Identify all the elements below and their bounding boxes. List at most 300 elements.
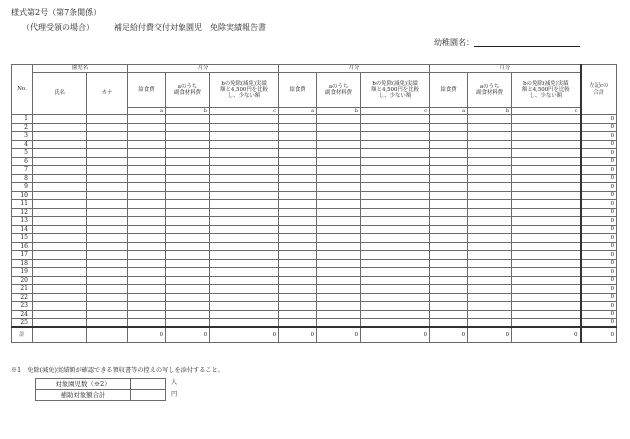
cell-c1[interactable] xyxy=(210,166,279,175)
cell-c3[interactable] xyxy=(512,217,581,226)
cell-c2[interactable] xyxy=(361,276,430,285)
cell-kana[interactable] xyxy=(87,200,128,209)
row-number: 21 xyxy=(12,285,33,294)
cell-a3[interactable] xyxy=(430,123,468,132)
cell-c3[interactable] xyxy=(512,276,581,285)
cell-kana[interactable] xyxy=(87,242,128,251)
name-header: 氏名 xyxy=(33,73,87,115)
cell-b1[interactable] xyxy=(166,174,210,183)
cell-c2[interactable] xyxy=(361,174,430,183)
cell-c1[interactable] xyxy=(210,268,279,277)
cell-c2[interactable] xyxy=(361,259,430,268)
cell-kana[interactable] xyxy=(87,208,128,217)
cell-b3[interactable] xyxy=(468,234,512,243)
cell-b3[interactable] xyxy=(468,149,512,158)
cell-b1[interactable] xyxy=(166,217,210,226)
cell-b1[interactable] xyxy=(166,149,210,158)
cell-a2[interactable] xyxy=(279,123,317,132)
cell-c2[interactable] xyxy=(361,132,430,141)
cell-b2[interactable] xyxy=(317,208,361,217)
cell-b1[interactable] xyxy=(166,191,210,200)
cell-a3[interactable] xyxy=(430,310,468,319)
cell-b3[interactable] xyxy=(468,242,512,251)
cell-c2[interactable] xyxy=(361,293,430,302)
cell-b1[interactable] xyxy=(166,132,210,141)
cell-name[interactable] xyxy=(33,302,87,311)
cell-kana[interactable] xyxy=(87,166,128,175)
cell-a3[interactable] xyxy=(430,302,468,311)
cell-a1[interactable] xyxy=(128,225,166,234)
cell-a1[interactable] xyxy=(128,285,166,294)
cell-b3[interactable] xyxy=(468,132,512,141)
cell-b1[interactable] xyxy=(166,242,210,251)
cell-b1[interactable] xyxy=(166,319,210,328)
cell-a1[interactable] xyxy=(128,166,166,175)
cell-b2[interactable] xyxy=(317,132,361,141)
cell-b1[interactable] xyxy=(166,123,210,132)
cell-b3[interactable] xyxy=(468,251,512,260)
cell-a3[interactable] xyxy=(430,200,468,209)
cell-b1[interactable] xyxy=(166,115,210,124)
cell-c2[interactable] xyxy=(361,166,430,175)
cell-b3[interactable] xyxy=(468,319,512,328)
cell-c2[interactable] xyxy=(361,149,430,158)
cell-c3[interactable] xyxy=(512,191,581,200)
cell-c1[interactable] xyxy=(210,251,279,260)
cell-a2[interactable] xyxy=(279,183,317,192)
cell-b2[interactable] xyxy=(317,123,361,132)
cell-a3[interactable] xyxy=(430,234,468,243)
cell-name[interactable] xyxy=(33,123,87,132)
cell-b2[interactable] xyxy=(317,319,361,328)
cell-c1[interactable] xyxy=(210,174,279,183)
cell-a1[interactable] xyxy=(128,140,166,149)
cell-b3[interactable] xyxy=(468,268,512,277)
cell-a3[interactable] xyxy=(430,115,468,124)
cell-kana[interactable] xyxy=(87,234,128,243)
cell-c3[interactable] xyxy=(512,208,581,217)
cell-a2[interactable] xyxy=(279,319,317,328)
cell-name[interactable] xyxy=(33,234,87,243)
cell-b3[interactable] xyxy=(468,293,512,302)
cell-c3[interactable] xyxy=(512,234,581,243)
cell-a2[interactable] xyxy=(279,268,317,277)
cell-a3[interactable] xyxy=(430,268,468,277)
cell-kana[interactable] xyxy=(87,140,128,149)
row-number: 20 xyxy=(12,276,33,285)
cell-a1[interactable] xyxy=(128,217,166,226)
cell-c3[interactable] xyxy=(512,293,581,302)
cell-b3[interactable] xyxy=(468,174,512,183)
amount-total-field[interactable] xyxy=(131,390,166,401)
cell-a1[interactable] xyxy=(128,302,166,311)
cell-name[interactable] xyxy=(33,217,87,226)
cell-c1[interactable] xyxy=(210,149,279,158)
cell-kana[interactable] xyxy=(87,183,128,192)
cell-c3[interactable] xyxy=(512,115,581,124)
col-header-c-month3: bの免除(減免)実績 額と4,500円を比較 し、少ない額 xyxy=(512,73,581,108)
cell-kana[interactable] xyxy=(87,217,128,226)
cell-c3[interactable] xyxy=(512,174,581,183)
cell-a3[interactable] xyxy=(430,319,468,328)
cell-b1[interactable] xyxy=(166,225,210,234)
cell-b2[interactable] xyxy=(317,191,361,200)
cell-a3[interactable] xyxy=(430,225,468,234)
cell-kana[interactable] xyxy=(87,225,128,234)
cell-a2[interactable] xyxy=(279,234,317,243)
cell-b2[interactable] xyxy=(317,302,361,311)
cell-c2[interactable] xyxy=(361,268,430,277)
cell-a1[interactable] xyxy=(128,268,166,277)
cell-a1[interactable] xyxy=(128,310,166,319)
cell-b3[interactable] xyxy=(468,115,512,124)
cell-kana[interactable] xyxy=(87,276,128,285)
cell-b2[interactable] xyxy=(317,251,361,260)
cell-c2[interactable] xyxy=(361,115,430,124)
cell-a2[interactable] xyxy=(279,115,317,124)
cell-name[interactable] xyxy=(33,208,87,217)
cell-b2[interactable] xyxy=(317,140,361,149)
cell-b2[interactable] xyxy=(317,174,361,183)
cell-b3[interactable] xyxy=(468,225,512,234)
cell-kana[interactable] xyxy=(87,293,128,302)
cell-b3[interactable] xyxy=(468,157,512,166)
cell-a2[interactable] xyxy=(279,157,317,166)
cell-a2[interactable] xyxy=(279,217,317,226)
cell-a3[interactable] xyxy=(430,132,468,141)
cell-b3[interactable] xyxy=(468,217,512,226)
cell-c1[interactable] xyxy=(210,132,279,141)
cell-b3[interactable] xyxy=(468,191,512,200)
cell-kana[interactable] xyxy=(87,268,128,277)
cell-a1[interactable] xyxy=(128,293,166,302)
cell-a3[interactable] xyxy=(430,217,468,226)
cell-b3[interactable] xyxy=(468,183,512,192)
cell-b2[interactable] xyxy=(317,310,361,319)
cell-b1[interactable] xyxy=(166,285,210,294)
table-row xyxy=(12,191,617,200)
row-number: 2 xyxy=(12,123,33,132)
cell-c2[interactable] xyxy=(361,319,430,328)
cell-a1[interactable] xyxy=(128,242,166,251)
cell-b1[interactable] xyxy=(166,293,210,302)
cell-c2[interactable] xyxy=(361,217,430,226)
cell-a1[interactable] xyxy=(128,276,166,285)
cell-kana[interactable] xyxy=(87,132,128,141)
cell-c2[interactable] xyxy=(361,183,430,192)
cell-name[interactable] xyxy=(33,132,87,141)
cell-kana[interactable] xyxy=(87,149,128,158)
cell-c3[interactable] xyxy=(512,268,581,277)
cell-b2[interactable] xyxy=(317,293,361,302)
cell-c3[interactable] xyxy=(512,242,581,251)
cell-a2[interactable] xyxy=(279,208,317,217)
cell-a1[interactable] xyxy=(128,319,166,328)
cell-b1[interactable] xyxy=(166,251,210,260)
cell-a3[interactable] xyxy=(430,140,468,149)
cell-b3[interactable] xyxy=(468,276,512,285)
cell-a1[interactable] xyxy=(128,259,166,268)
cell-b2[interactable] xyxy=(317,217,361,226)
cell-c3[interactable] xyxy=(512,132,581,141)
cell-a1[interactable] xyxy=(128,200,166,209)
cell-kana[interactable] xyxy=(87,191,128,200)
cell-name[interactable] xyxy=(33,293,87,302)
cell-a3[interactable] xyxy=(430,285,468,294)
cell-c3[interactable] xyxy=(512,140,581,149)
cell-name[interactable] xyxy=(33,276,87,285)
cell-kana[interactable] xyxy=(87,285,128,294)
cell-a2[interactable] xyxy=(279,174,317,183)
cell-kana[interactable] xyxy=(87,302,128,311)
cell-c3[interactable] xyxy=(512,251,581,260)
cell-c1[interactable] xyxy=(210,234,279,243)
cell-a2[interactable] xyxy=(279,225,317,234)
table-row xyxy=(12,293,617,302)
cell-c3[interactable] xyxy=(512,149,581,158)
cell-b3[interactable] xyxy=(468,166,512,175)
cell-b1[interactable] xyxy=(166,234,210,243)
month-header-2: 月分 xyxy=(279,65,430,73)
cell-name[interactable] xyxy=(33,310,87,319)
table-row xyxy=(12,259,617,268)
cell-a1[interactable] xyxy=(128,115,166,124)
cell-name[interactable] xyxy=(33,174,87,183)
cell-name[interactable] xyxy=(33,200,87,209)
cell-c1[interactable] xyxy=(210,225,279,234)
cell-a3[interactable] xyxy=(430,166,468,175)
cell-name[interactable] xyxy=(33,251,87,260)
cell-c3[interactable] xyxy=(512,183,581,192)
cell-c2[interactable] xyxy=(361,234,430,243)
cell-name[interactable] xyxy=(33,268,87,277)
cell-c1[interactable] xyxy=(210,276,279,285)
cell-a3[interactable] xyxy=(430,242,468,251)
cell-c2[interactable] xyxy=(361,242,430,251)
cell-a2[interactable] xyxy=(279,259,317,268)
cell-a2[interactable] xyxy=(279,132,317,141)
cell-a2[interactable] xyxy=(279,191,317,200)
cell-a1[interactable] xyxy=(128,208,166,217)
row-number: 25 xyxy=(12,319,33,328)
cell-a1[interactable] xyxy=(128,234,166,243)
table-row xyxy=(12,149,617,158)
cell-c2[interactable] xyxy=(361,302,430,311)
cell-c2[interactable] xyxy=(361,310,430,319)
cell-c1[interactable] xyxy=(210,191,279,200)
cell-a1[interactable] xyxy=(128,149,166,158)
cell-b3[interactable] xyxy=(468,140,512,149)
child-count-field[interactable] xyxy=(131,379,166,390)
cell-a2[interactable] xyxy=(279,200,317,209)
cell-kana[interactable] xyxy=(87,251,128,260)
cell-a2[interactable] xyxy=(279,140,317,149)
cell-b1[interactable] xyxy=(166,140,210,149)
cell-kana[interactable] xyxy=(87,310,128,319)
cell-b2[interactable] xyxy=(317,200,361,209)
cell-c2[interactable] xyxy=(361,225,430,234)
cell-b1[interactable] xyxy=(166,166,210,175)
cell-a2[interactable] xyxy=(279,285,317,294)
cell-b3[interactable] xyxy=(468,285,512,294)
cell-b2[interactable] xyxy=(317,242,361,251)
cell-name[interactable] xyxy=(33,115,87,124)
cell-c1[interactable] xyxy=(210,319,279,328)
cell-b3[interactable] xyxy=(468,208,512,217)
cell-a1[interactable] xyxy=(128,191,166,200)
row-total: 0 xyxy=(581,115,617,124)
cell-c1[interactable] xyxy=(210,242,279,251)
cell-c3[interactable] xyxy=(512,310,581,319)
cell-c2[interactable] xyxy=(361,200,430,209)
cell-name[interactable] xyxy=(33,157,87,166)
cell-name[interactable] xyxy=(33,191,87,200)
cell-b1[interactable] xyxy=(166,259,210,268)
cell-b1[interactable] xyxy=(166,276,210,285)
cell-c1[interactable] xyxy=(210,183,279,192)
row-total: 0 xyxy=(581,174,617,183)
cell-c1[interactable] xyxy=(210,200,279,209)
cell-b1[interactable] xyxy=(166,268,210,277)
cell-a1[interactable] xyxy=(128,183,166,192)
cell-b2[interactable] xyxy=(317,259,361,268)
cell-b2[interactable] xyxy=(317,285,361,294)
cell-a2[interactable] xyxy=(279,251,317,260)
row-total: 0 xyxy=(581,285,617,294)
cell-a3[interactable] xyxy=(430,183,468,192)
row-number: 11 xyxy=(12,200,33,209)
cell-kana[interactable] xyxy=(87,123,128,132)
cell-c2[interactable] xyxy=(361,285,430,294)
cell-b3[interactable] xyxy=(468,259,512,268)
cell-a3[interactable] xyxy=(430,208,468,217)
cell-c1[interactable] xyxy=(210,293,279,302)
cell-name[interactable] xyxy=(33,319,87,328)
cell-b2[interactable] xyxy=(317,183,361,192)
cell-a2[interactable] xyxy=(279,302,317,311)
col-sublabel-b-month3: b xyxy=(468,108,512,115)
cell-b2[interactable] xyxy=(317,234,361,243)
cell-a1[interactable] xyxy=(128,251,166,260)
cell-b2[interactable] xyxy=(317,115,361,124)
cell-a3[interactable] xyxy=(430,157,468,166)
cell-c1[interactable] xyxy=(210,285,279,294)
cell-b2[interactable] xyxy=(317,225,361,234)
row-total: 0 xyxy=(581,234,617,243)
cell-c3[interactable] xyxy=(512,302,581,311)
cell-name[interactable] xyxy=(33,149,87,158)
cell-b1[interactable] xyxy=(166,310,210,319)
cell-b3[interactable] xyxy=(468,310,512,319)
cell-c1[interactable] xyxy=(210,302,279,311)
cell-name[interactable] xyxy=(33,140,87,149)
cell-c1[interactable] xyxy=(210,208,279,217)
cell-b2[interactable] xyxy=(317,149,361,158)
cell-b1[interactable] xyxy=(166,302,210,311)
cell-b1[interactable] xyxy=(166,157,210,166)
cell-a1[interactable] xyxy=(128,157,166,166)
cell-c3[interactable] xyxy=(512,200,581,209)
cell-a3[interactable] xyxy=(430,191,468,200)
cell-b1[interactable] xyxy=(166,183,210,192)
cell-c3[interactable] xyxy=(512,319,581,328)
cell-c2[interactable] xyxy=(361,208,430,217)
cell-name[interactable] xyxy=(33,242,87,251)
cell-kana[interactable] xyxy=(87,319,128,328)
cell-c1[interactable] xyxy=(210,140,279,149)
cell-c2[interactable] xyxy=(361,140,430,149)
cell-a2[interactable] xyxy=(279,310,317,319)
cell-b2[interactable] xyxy=(317,268,361,277)
cell-a3[interactable] xyxy=(430,174,468,183)
cell-a2[interactable] xyxy=(279,242,317,251)
cell-a3[interactable] xyxy=(430,276,468,285)
cell-c2[interactable] xyxy=(361,191,430,200)
cell-kana[interactable] xyxy=(87,157,128,166)
col-sublabel-c-month2: c xyxy=(361,108,430,115)
cell-name[interactable] xyxy=(33,285,87,294)
sum-value: 0 xyxy=(468,327,512,342)
cell-c3[interactable] xyxy=(512,285,581,294)
cell-b2[interactable] xyxy=(317,157,361,166)
cell-a2[interactable] xyxy=(279,166,317,175)
cell-b2[interactable] xyxy=(317,276,361,285)
cell-c1[interactable] xyxy=(210,157,279,166)
cell-a3[interactable] xyxy=(430,293,468,302)
cell-a1[interactable] xyxy=(128,174,166,183)
cell-name[interactable] xyxy=(33,183,87,192)
cell-b3[interactable] xyxy=(468,123,512,132)
cell-c3[interactable] xyxy=(512,225,581,234)
cell-b3[interactable] xyxy=(468,200,512,209)
cell-c3[interactable] xyxy=(512,157,581,166)
cell-a3[interactable] xyxy=(430,259,468,268)
cell-a3[interactable] xyxy=(430,149,468,158)
cell-name[interactable] xyxy=(33,166,87,175)
cell-c1[interactable] xyxy=(210,259,279,268)
cell-b1[interactable] xyxy=(166,208,210,217)
cell-c2[interactable] xyxy=(361,251,430,260)
cell-c1[interactable] xyxy=(210,115,279,124)
cell-c3[interactable] xyxy=(512,259,581,268)
cell-a3[interactable] xyxy=(430,251,468,260)
form-number: 様式第2号（第7条関係） xyxy=(11,8,102,17)
cell-a2[interactable] xyxy=(279,149,317,158)
cell-c3[interactable] xyxy=(512,123,581,132)
cell-c3[interactable] xyxy=(512,166,581,175)
cell-c1[interactable] xyxy=(210,123,279,132)
row-number: 9 xyxy=(12,183,33,192)
cell-a2[interactable] xyxy=(279,276,317,285)
cell-kana[interactable] xyxy=(87,259,128,268)
cell-c1[interactable] xyxy=(210,217,279,226)
cell-name[interactable] xyxy=(33,259,87,268)
cell-a1[interactable] xyxy=(128,132,166,141)
cell-b2[interactable] xyxy=(317,166,361,175)
cell-kana[interactable] xyxy=(87,174,128,183)
cell-a1[interactable] xyxy=(128,123,166,132)
cell-name[interactable] xyxy=(33,225,87,234)
school-name-field[interactable] xyxy=(474,46,580,47)
cell-c2[interactable] xyxy=(361,123,430,132)
month-header-3: 月分 xyxy=(430,65,581,73)
cell-c2[interactable] xyxy=(361,157,430,166)
cell-c1[interactable] xyxy=(210,310,279,319)
cell-b1[interactable] xyxy=(166,200,210,209)
cell-kana[interactable] xyxy=(87,115,128,124)
cell-b3[interactable] xyxy=(468,302,512,311)
cell-a2[interactable] xyxy=(279,293,317,302)
